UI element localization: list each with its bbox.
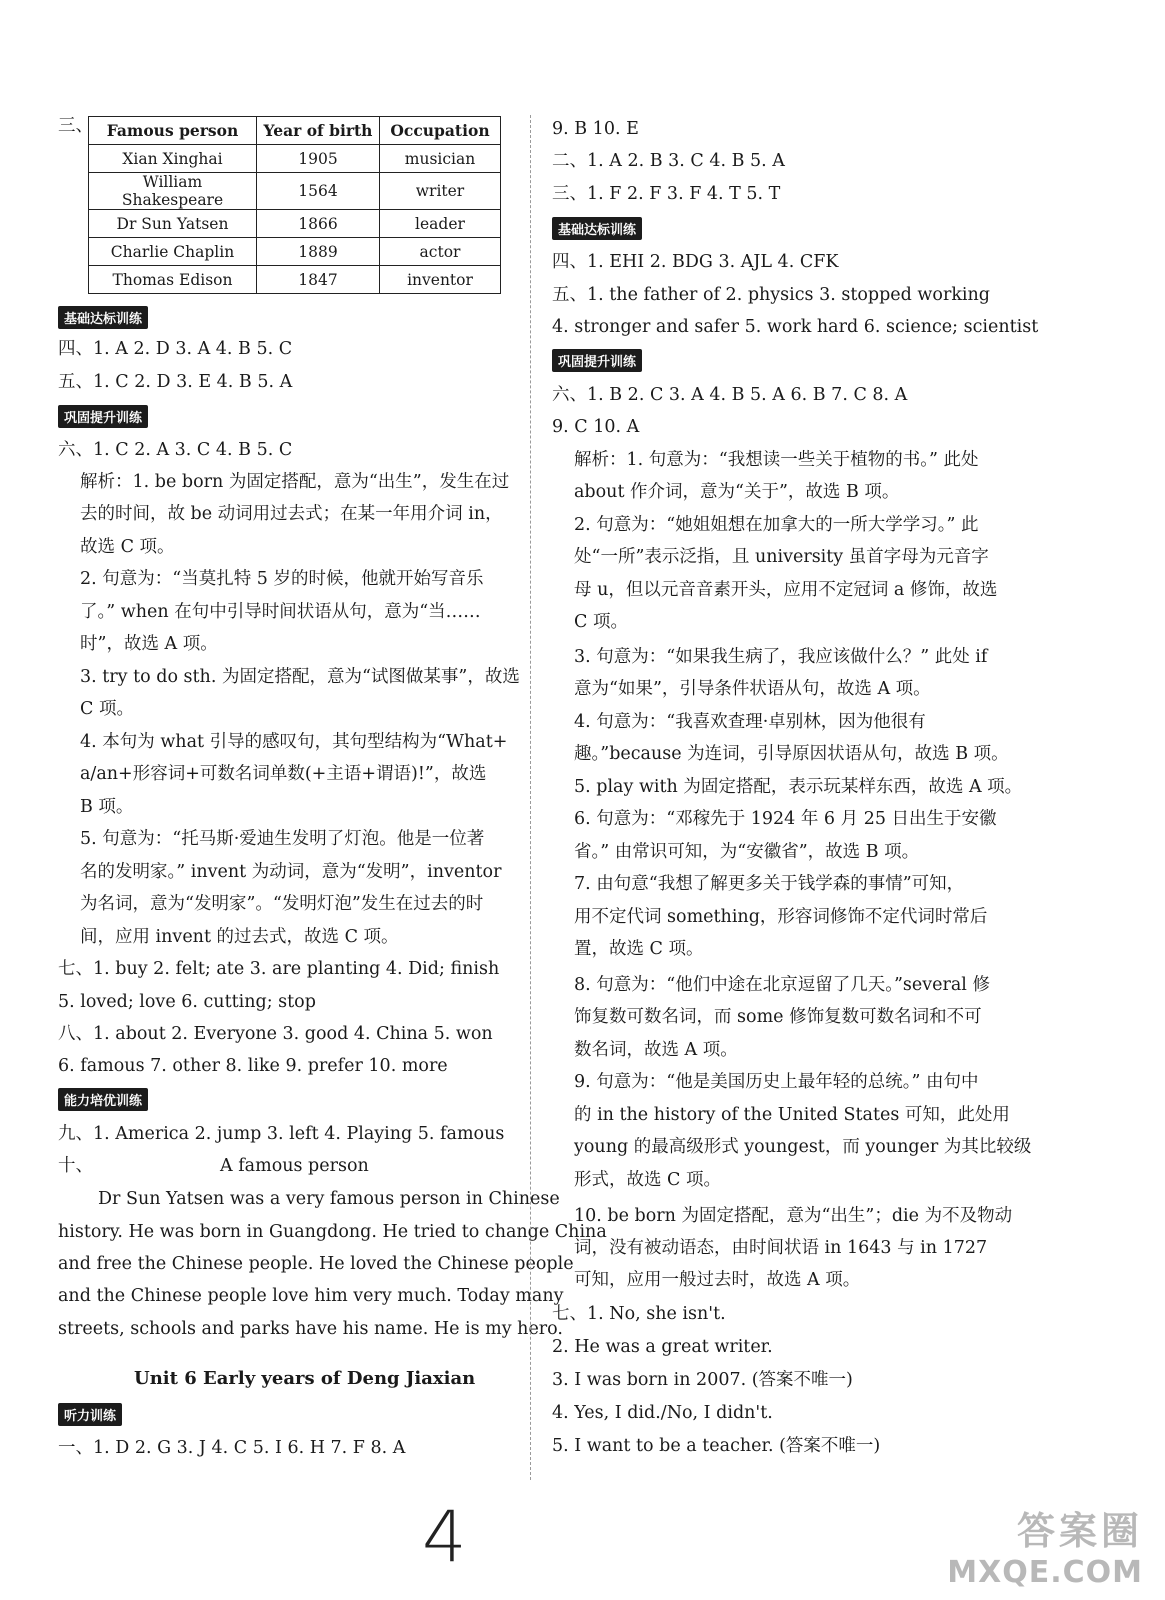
explanation-line: young 的最高级形式 youngest，而 younger 为其比较级 [574,1137,1032,1157]
cell: 1866 [257,210,380,238]
explanation-line: C 项。 [574,612,628,632]
answer-line: 5. I want to be a teacher. (答案不唯一) [552,1436,881,1456]
header-year-of-birth: Year of birth [257,117,380,145]
explanation-line: a/an+形容词+可数名词单数(+主语+谓语)!”，故选 [80,764,487,784]
answer-line: 5. loved; love 6. cutting; stop [58,992,316,1012]
explanation-line: 意为“如果”，引导条件状语从句，故选 A 项。 [574,679,931,699]
section-label: 十、 [58,1156,93,1176]
cell: 1847 [257,266,380,294]
cell: Xian Xinghai [89,145,257,173]
explanation-line: 8. 句意为：“他们中途在北京逗留了几天。”several 修 [574,975,990,995]
explanation-line: 5. 句意为：“托马斯·爱迪生发明了灯泡。他是一位著 [80,829,485,849]
explanation-line: 故选 C 项。 [80,537,175,557]
explanation-line: 9. 句意为：“他是美国历史上最年轻的总统。” 由句中 [574,1072,979,1092]
essay-line: streets, schools and parks have his name. He is my hero. [58,1319,563,1339]
explanation-line: 7. 由句意“我想了解更多关于钱学森的事情”可知， [574,874,965,894]
unit-title: Unit 6 Early years of Deng Jiaxian [134,1368,476,1389]
explanation-line: 时”，故选 A 项。 [80,634,218,654]
tag-ability: 能力培优训练 [58,1088,148,1111]
answer-line: 四、1. A 2. D 3. A 4. B 5. C [58,339,293,359]
explanation-line: 5. play with 为固定搭配，表示玩某样东西，故选 A 项。 [574,777,1023,797]
explanation-line: 为名词，意为“发明家”。“发明灯泡”发生在过去的时 [80,894,484,914]
tag-consolidate: 巩固提升训练 [552,349,642,372]
cell: musician [380,145,501,173]
explanation-line: 形式，故选 C 项。 [574,1170,722,1190]
explanation-line: 10. be born 为固定搭配，意为“出生”；die 为不及物动 [574,1206,1013,1226]
essay-line: and the Chinese people love him very much. Today many [58,1286,564,1306]
explanation-line: 母 u，但以元音音素开头，应用不定冠词 a 修饰，故选 [574,580,998,600]
answer-line: 九、1. America 2. jump 3. left 4. Playing 5. famous [58,1124,505,1144]
explanation-line: 数名词，故选 A 项。 [574,1040,738,1060]
tag-consolidate: 巩固提升训练 [58,405,148,428]
essay-line: and free the Chinese people. He loved the Chinese people [58,1254,574,1274]
cell: Thomas Edison [89,266,257,294]
answer-line: 3. I was born in 2007. (答案不唯一) [552,1370,853,1390]
explanation-line: 间，应用 invent 的过去式，故选 C 项。 [80,927,399,947]
explanation-line: 趣。”because 为连词，引导原因状语从句，故选 B 项。 [574,744,1009,764]
answer-line: 9. C 10. A [552,417,640,437]
answer-line: 4. stronger and safer 5. work hard 6. science; scientist [552,317,1039,337]
cell: 1889 [257,238,380,266]
answer-line: 4. Yes, I did./No, I didn't. [552,1403,773,1423]
watermark-url: MXQE.COM [947,1555,1143,1590]
cell: Charlie Chaplin [89,238,257,266]
explanation-line: 用不定代词 something，形容词修饰不定代词时常后 [574,907,988,927]
explanation-line: 2. 句意为：“她姐姐想在加拿大的一所大学学习。” 此 [574,515,979,535]
tag-basic: 基础达标训练 [58,306,148,329]
table-row [89,266,501,294]
tag-basic: 基础达标训练 [552,217,642,240]
answer-line: 二、1. A 2. B 3. C 4. B 5. A [552,151,785,171]
table-label: 三、 [58,116,93,136]
cell: inventor [380,266,501,294]
cell: William Shakespeare [89,173,257,210]
essay-line: Dr Sun Yatsen was a very famous person in Chinese [98,1189,560,1209]
cell: leader [380,210,501,238]
column-divider [530,115,531,1480]
explanation-line: 的 in the history of the United States 可知，此处用 [574,1105,1010,1125]
table-row [89,238,501,266]
explanation-line: 解析：1. be born 为固定搭配，意为“出生”，发生在过 [80,472,510,492]
answer-line: 四、1. EHI 2. BDG 3. AJL 4. CFK [552,252,839,272]
table-row [89,145,501,173]
table-row [89,173,501,210]
essay-line: history. He was born in Guangdong. He tried to change China [58,1222,607,1242]
famous-person-table [88,116,501,294]
explanation-line: 2. 句意为：“当莫扎特 5 岁的时候，他就开始写音乐 [80,569,484,589]
explanation-line: 3. 句意为：“如果我生病了，我应该做什么？” 此处 if [574,647,988,667]
cell: writer [380,173,501,210]
explanation-line: 4. 本句为 what 引导的感叹句，其句型结构为“What+ [80,732,508,752]
answer-line: 一、1. D 2. G 3. J 4. C 5. I 6. H 7. F 8. A [58,1438,406,1458]
explanation-line: 了。” when 在句中引导时间状语从句，意为“当…… [80,602,481,622]
explanation-line: 3. try to do sth. 为固定搭配，意为“试图做某事”，故选 [80,667,520,687]
explanation-line: 去的时间，故 be 动词用过去式；在某一年用介词 in， [80,504,503,524]
explanation-line: about 作介词，意为“关于”，故选 B 项。 [574,482,900,502]
header-occupation: Occupation [380,117,501,145]
cell: 1905 [257,145,380,173]
table-header-row [89,117,501,145]
answer-line: 五、1. C 2. D 3. E 4. B 5. A [58,372,293,392]
table-row [89,210,501,238]
tag-listening: 听力训练 [58,1403,122,1426]
header-famous-person: Famous person [89,117,257,145]
essay-title: A famous person [220,1156,369,1176]
explanation-line: 4. 句意为：“我喜欢查理·卓别林，因为他很有 [574,712,926,732]
explanation-line: B 项。 [80,797,134,817]
explanation-line: 词，没有被动语态，由时间状语 in 1643 与 in 1727 [574,1238,988,1258]
answer-line: 七、1. buy 2. felt; ate 3. are planting 4. Did; finish [58,959,500,979]
explanation-line: 置，故选 C 项。 [574,939,704,959]
page-number: 4 [422,1496,467,1578]
explanation-line: 可知，应用一般过去时，故选 A 项。 [574,1270,861,1290]
cell: actor [380,238,501,266]
watermark [947,1500,1143,1590]
answer-line: 6. famous 7. other 8. like 9. prefer 10. more [58,1056,448,1076]
cell: 1564 [257,173,380,210]
answer-line: 9. B 10. E [552,119,639,139]
explanation-line: 饰复数可数名词，而 some 修饰复数可数名词和不可 [574,1007,982,1027]
explanation-line: 名的发明家。” invent 为动词，意为“发明”，inventor [80,862,502,882]
explanation-line: 处“一所”表示泛指，且 university 虽首字母为元音字 [574,547,989,567]
watermark-logo: 答案圈 [1016,1509,1143,1553]
explanation-line: C 项。 [80,699,134,719]
cell: Dr Sun Yatsen [89,210,257,238]
answer-line: 六、1. C 2. A 3. C 4. B 5. C [58,440,293,460]
answer-line: 三、1. F 2. F 3. F 4. T 5. T [552,184,781,204]
answer-line: 五、1. the father of 2. physics 3. stopped working [552,285,990,305]
explanation-line: 6. 句意为：“邓稼先于 1924 年 6 月 25 日出生于安徽 [574,809,997,829]
explanation-line: 省。” 由常识可知，为“安徽省”，故选 B 项。 [574,842,920,862]
explanation-line: 解析：1. 句意为：“我想读一些关于植物的书。” 此处 [574,450,979,470]
answer-line: 六、1. B 2. C 3. A 4. B 5. A 6. B 7. C 8. A [552,385,908,405]
answer-line: 八、1. about 2. Everyone 3. good 4. China 5. won [58,1024,493,1044]
answer-line: 2. He was a great writer. [552,1337,773,1357]
answer-line: 七、1. No, she isn't. [552,1304,726,1324]
